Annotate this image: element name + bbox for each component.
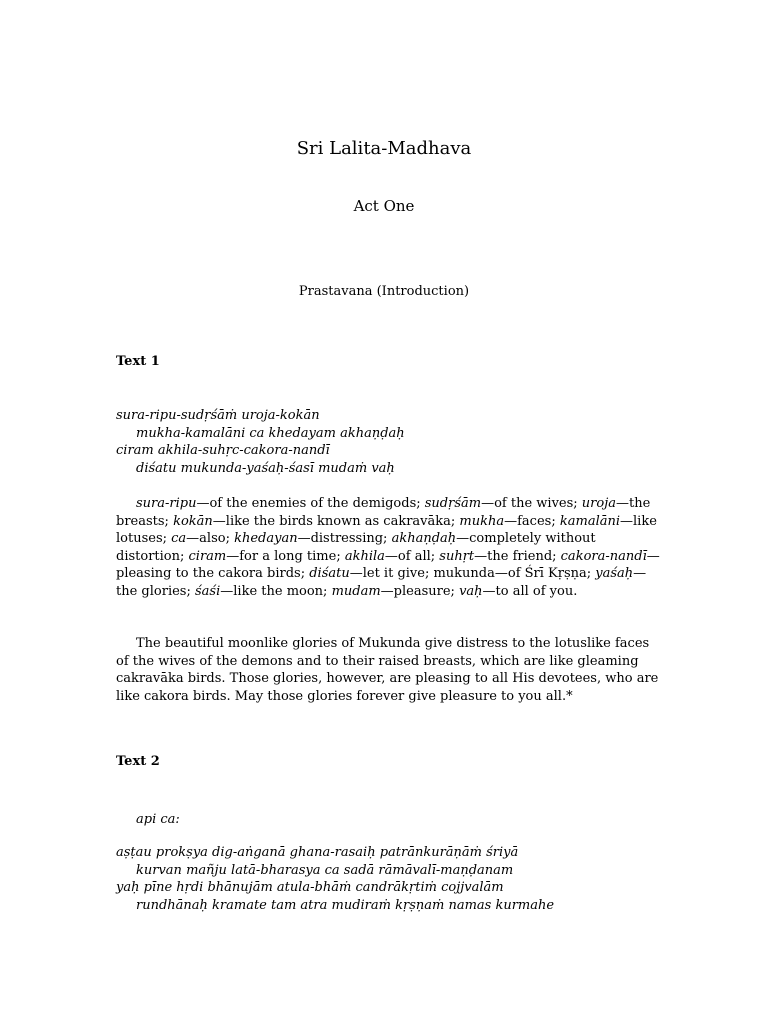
sanskrit-term: cakora-nandī (560, 548, 647, 564)
text-1-translation (116, 635, 659, 705)
term-meaning: lotuses; (116, 531, 172, 546)
translation-line: of the wives of the demons and to their raised breasts, which are like gleaming (116, 653, 639, 669)
sanskrit-term: diśatu (309, 566, 350, 581)
text-1-verse (116, 407, 405, 477)
sanskrit-term: ciram (188, 548, 227, 564)
term-meaning: —faces; (504, 513, 560, 529)
term-meaning: —the friend; (474, 548, 561, 564)
text-2-label: Text 2 (116, 754, 160, 769)
sanskrit-term: mukha (459, 513, 505, 529)
synonyms-line (116, 495, 656, 513)
synonyms-line (116, 548, 660, 566)
sanskrit-term: ca (171, 531, 187, 546)
book-title: Sri Lalita-Madhava (296, 138, 472, 159)
verse-line: sura-ripu-sudṛśāṁ uroja-kokān (116, 408, 320, 423)
term-meaning: —of the enemies of the demigods; (196, 496, 425, 511)
translation-line: The beautiful moonlike glories of Mukunda give distress to the lotuslike faces (136, 636, 650, 651)
term-meaning: —of the wives; (481, 496, 582, 511)
synonyms-line (116, 513, 656, 531)
translation-line: cakravāka birds. Those glories, however, are pleasing to all His devotees, who are (116, 671, 659, 686)
term-meaning: —for a long time; (226, 548, 345, 564)
term-meaning: —let it give; mukunda—of Śrī Kṛṣṇa; (349, 566, 596, 581)
term-meaning: —distressing; (297, 531, 392, 546)
sanskrit-term: śaśi (194, 583, 221, 599)
verse-line: yaḥ pīne hṛdi bhānujām atula-bhāṁ candrākṛtiṁ cojjvalām (116, 880, 504, 895)
term-meaning: the glories; (116, 583, 195, 599)
term-meaning: — (646, 548, 660, 564)
verse-line: mukha-kamalāni ca khedayam akhaṇḍaḥ (136, 425, 405, 441)
text-2-intro: api ca: (136, 812, 180, 827)
term-meaning: pleasing to the cakora birds; (116, 566, 310, 581)
sanskrit-term: yaśaḥ (595, 566, 634, 581)
verse-line: kurvan mañju latā-bharasya ca sadā rāmāvalī-maṇḍanam (136, 862, 514, 878)
text-1-synonyms (116, 495, 660, 600)
sanskrit-term: kokān (173, 513, 213, 529)
translation-line: like cakora birds. May those glories forever give pleasure to you all.* (116, 688, 573, 704)
synonyms-line (116, 583, 656, 601)
term-meaning: —like (620, 513, 657, 529)
sanskrit-term: uroja (581, 496, 616, 511)
section-heading: Prastavana (Introduction) (298, 284, 470, 299)
sanskrit-term: vaḥ (459, 583, 483, 599)
term-meaning: distortion; (116, 548, 189, 564)
sanskrit-term: kamalāni (559, 513, 621, 529)
term-meaning: —pleasure; (380, 583, 460, 599)
sanskrit-term: suhṛt (439, 548, 475, 564)
term-meaning: —to all of you. (482, 583, 578, 599)
text-1-label: Text 1 (116, 354, 160, 369)
verse-line: diśatu mukunda-yaśaḥ-śasī mudaṁ vaḥ (136, 460, 395, 476)
sanskrit-term: khedayan (234, 531, 298, 546)
term-meaning: —of all; (384, 548, 440, 564)
term-meaning: —like the birds known as cakravāka; (212, 513, 460, 529)
act-heading: Act One (353, 197, 415, 215)
term-meaning: —the (616, 496, 651, 511)
verse-line: ciram akhila-suhṛc-cakora-nandī (116, 443, 330, 458)
sanskrit-term: mudam (331, 583, 381, 599)
term-meaning: breasts; (116, 513, 174, 529)
sanskrit-term: sudṛśām (424, 496, 482, 511)
term-meaning: —like the moon; (220, 583, 332, 599)
sanskrit-term: akhaṇḍaḥ (391, 531, 457, 546)
text-2-verse (116, 844, 554, 914)
verse-line: rundhānaḥ kramate tam atra mudiraṁ kṛṣṇaṁ namas kurmahe (136, 897, 555, 913)
term-meaning: —also; (186, 531, 235, 546)
term-meaning: — (633, 566, 647, 581)
verse-line: aṣṭau prokṣya dig-aṅganā ghana-rasaiḥ patrānkurāṇāṁ śriyā (116, 845, 519, 860)
synonyms-line (116, 565, 656, 583)
term-meaning: —completely without (456, 531, 596, 546)
sanskrit-term: sura-ripu (136, 496, 197, 511)
synonyms-line (116, 530, 656, 548)
sanskrit-term: akhila (344, 548, 385, 564)
